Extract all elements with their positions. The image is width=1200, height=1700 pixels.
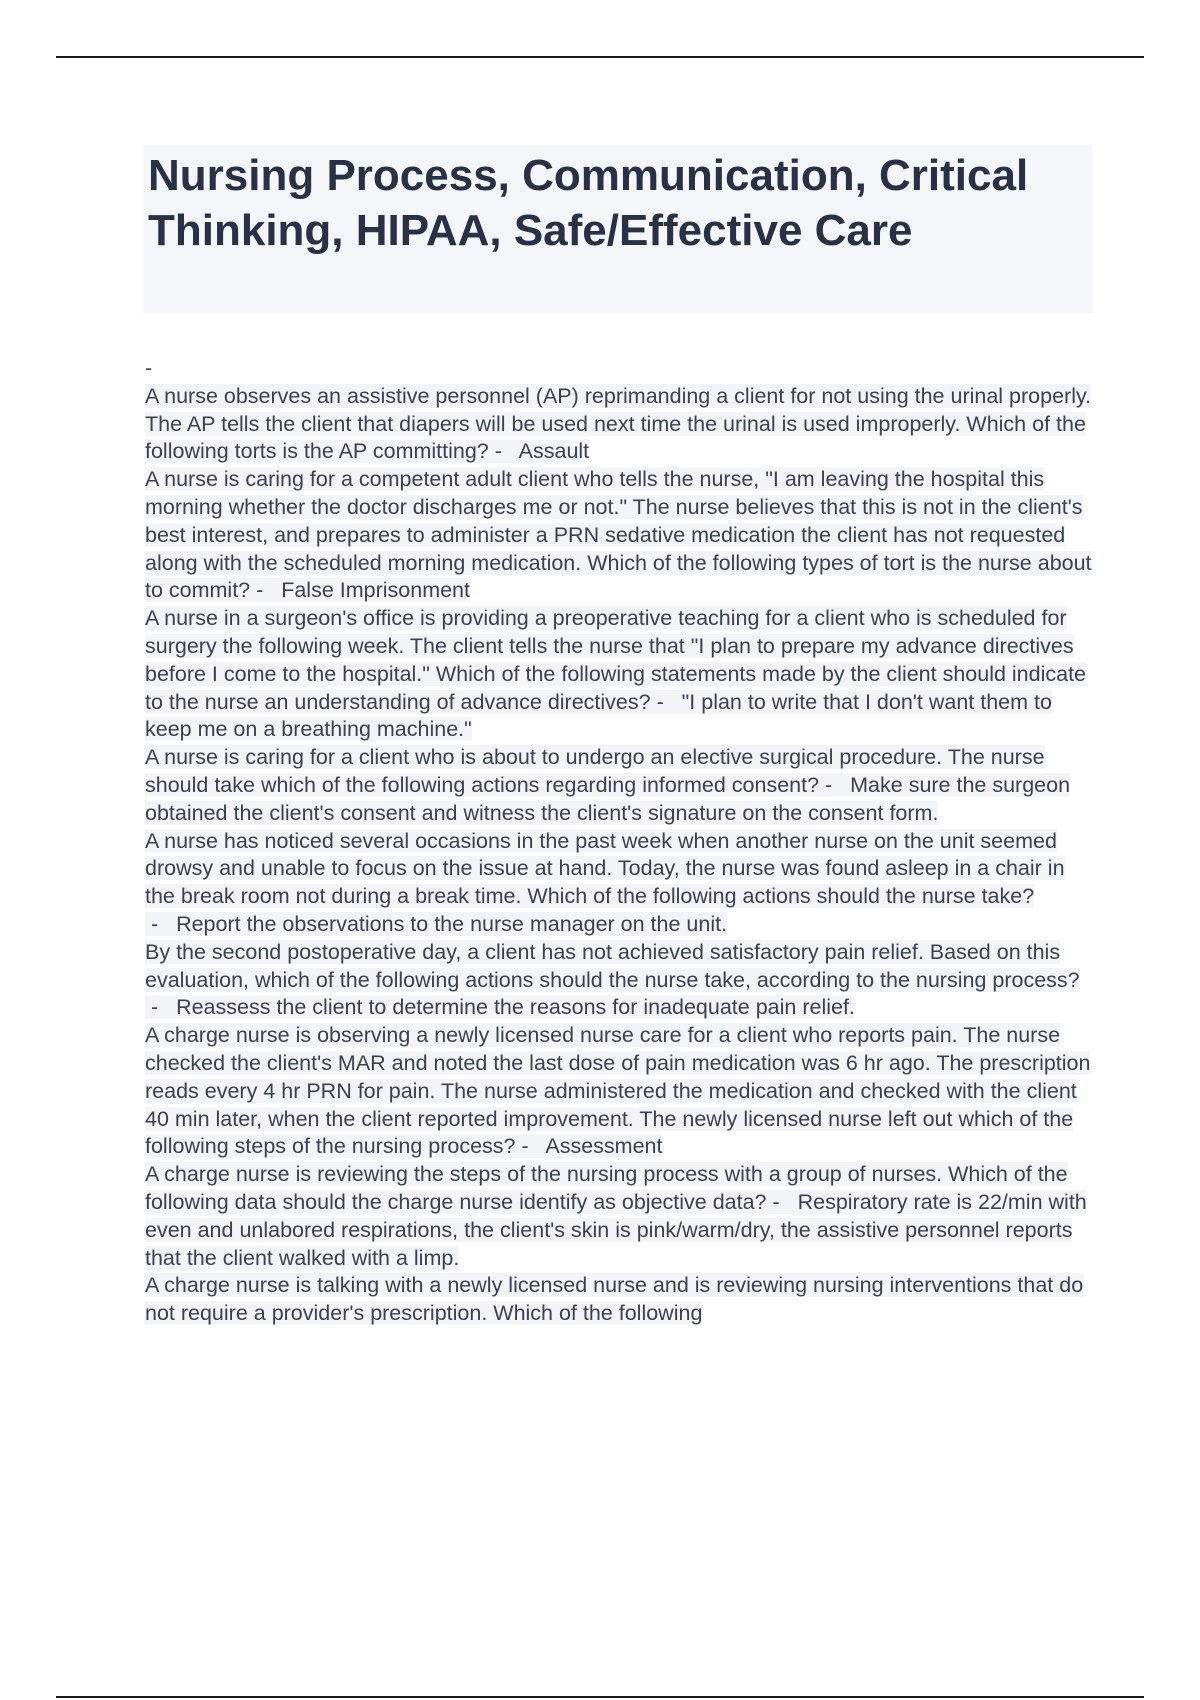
top-rule	[56, 56, 1144, 58]
lead-marker: -	[145, 356, 153, 380]
qa-item	[145, 605, 1095, 744]
answer-separator: -	[488, 439, 519, 464]
question-text: A nurse observes an assistive personnel (AP) reprimanding a client for not using the urinal properly. The AP tells the client that diapers will be used next time the urinal is used improperly. Which of the following torts is the AP committing?	[145, 383, 1092, 464]
bottom-rule	[56, 1696, 1144, 1698]
qa-item	[145, 1161, 1095, 1272]
answer-text: Assault	[518, 439, 590, 464]
qa-item	[145, 939, 1095, 1022]
question-text: A charge nurse is observing a newly licensed nurse care for a client who reports pain. The nurse checked the client's MAR and noted the last dose of pain medication was 6 hr ago. The prescription reads every 4 hr PRN for pain. The nurse administered the medication and checked with the client 40 min later, when the client reported improvement. The newly licensed nurse left out which of the following steps of the nursing process?	[145, 1023, 1091, 1159]
qa-item	[145, 1272, 1095, 1328]
question-text: A nurse in a surgeon's office is providing a preoperative teaching for a client who is scheduled for surgery the following week. The client tells the nurse that "I plan to prepare my advance directives before I come to the hospital." Which of the following statements made by the client should indicate to the nurse an understanding of advance directives?	[145, 606, 1087, 714]
answer-separator: -	[515, 1134, 546, 1159]
answer-text: "I plan to write that I don't want them to keep me on a breathing machine."	[145, 689, 1052, 742]
document-title: Nursing Process, Communication, Critical Thinking, HIPAA, Safe/Effective Care	[148, 151, 1029, 255]
question-text: A nurse is caring for a competent adult client who tells the nurse, "I am leaving the hospital this morning whether the doctor discharges me or not." The nurse believes that this is not in the client's best interest, and prepares to administer a PRN sedative medication the client has not requested along with the scheduled morning medication. Which of the following types of tort is the nurse about to commit?	[145, 467, 1092, 603]
document-body	[145, 355, 1095, 1328]
question-text: By the second postoperative day, a client has not achieved satisfactory pain relief. Based on this evaluation, which of the following actions should the nurse take, according to the nursing process?	[145, 939, 1080, 992]
qa-item	[145, 828, 1095, 939]
qa-item	[145, 744, 1095, 827]
answer-text: False Imprisonment	[281, 578, 470, 603]
answer-text: Make sure the surgeon obtained the client's consent and witness the client's signature on the consent form.	[145, 772, 1071, 825]
qa-list	[145, 383, 1095, 1328]
question-text: A charge nurse is talking with a newly licensed nurse and is reviewing nursing interventions that do not require a provider's prescription. Which of the following	[145, 1273, 1084, 1326]
answer-separator: -	[145, 995, 177, 1020]
answer-separator: -	[145, 911, 177, 936]
question-text: A charge nurse is reviewing the steps of the nursing process with a group of nurses. Which of the following data should the charge nurse identify as objective data?	[145, 1162, 1068, 1214]
answer-text: Reassess the client to determine the reasons for inadequate pain relief.	[176, 995, 855, 1020]
answer-separator: -	[766, 1189, 798, 1214]
title-block	[143, 145, 1093, 313]
question-text: A nurse is caring for a client who is about to undergo an elective surgical procedure. The nurse should take which of the following actions regarding informed consent?	[145, 745, 1045, 797]
answer-separator: -	[819, 772, 851, 797]
answer-text: Assessment	[545, 1134, 663, 1159]
qa-item	[145, 466, 1095, 605]
qa-item	[145, 383, 1095, 466]
answer-separator: -	[650, 689, 682, 714]
qa-item	[145, 1022, 1095, 1161]
answer-separator: -	[250, 578, 282, 603]
answer-text: Respiratory rate is 22/min with even and unlabored respirations, the client's skin is pink/warm/dry, the assistive personnel reports that the client walked with a limp.	[145, 1189, 1087, 1270]
answer-text: Report the observations to the nurse manager on the unit.	[176, 911, 728, 936]
question-text: A nurse has noticed several occasions in the past week when another nurse on the unit seemed drowsy and unable to focus on the issue at hand. Today, the nurse was found asleep in a chair in the break room not during a break time. Which of the following actions should the nurse take?	[145, 828, 1065, 909]
